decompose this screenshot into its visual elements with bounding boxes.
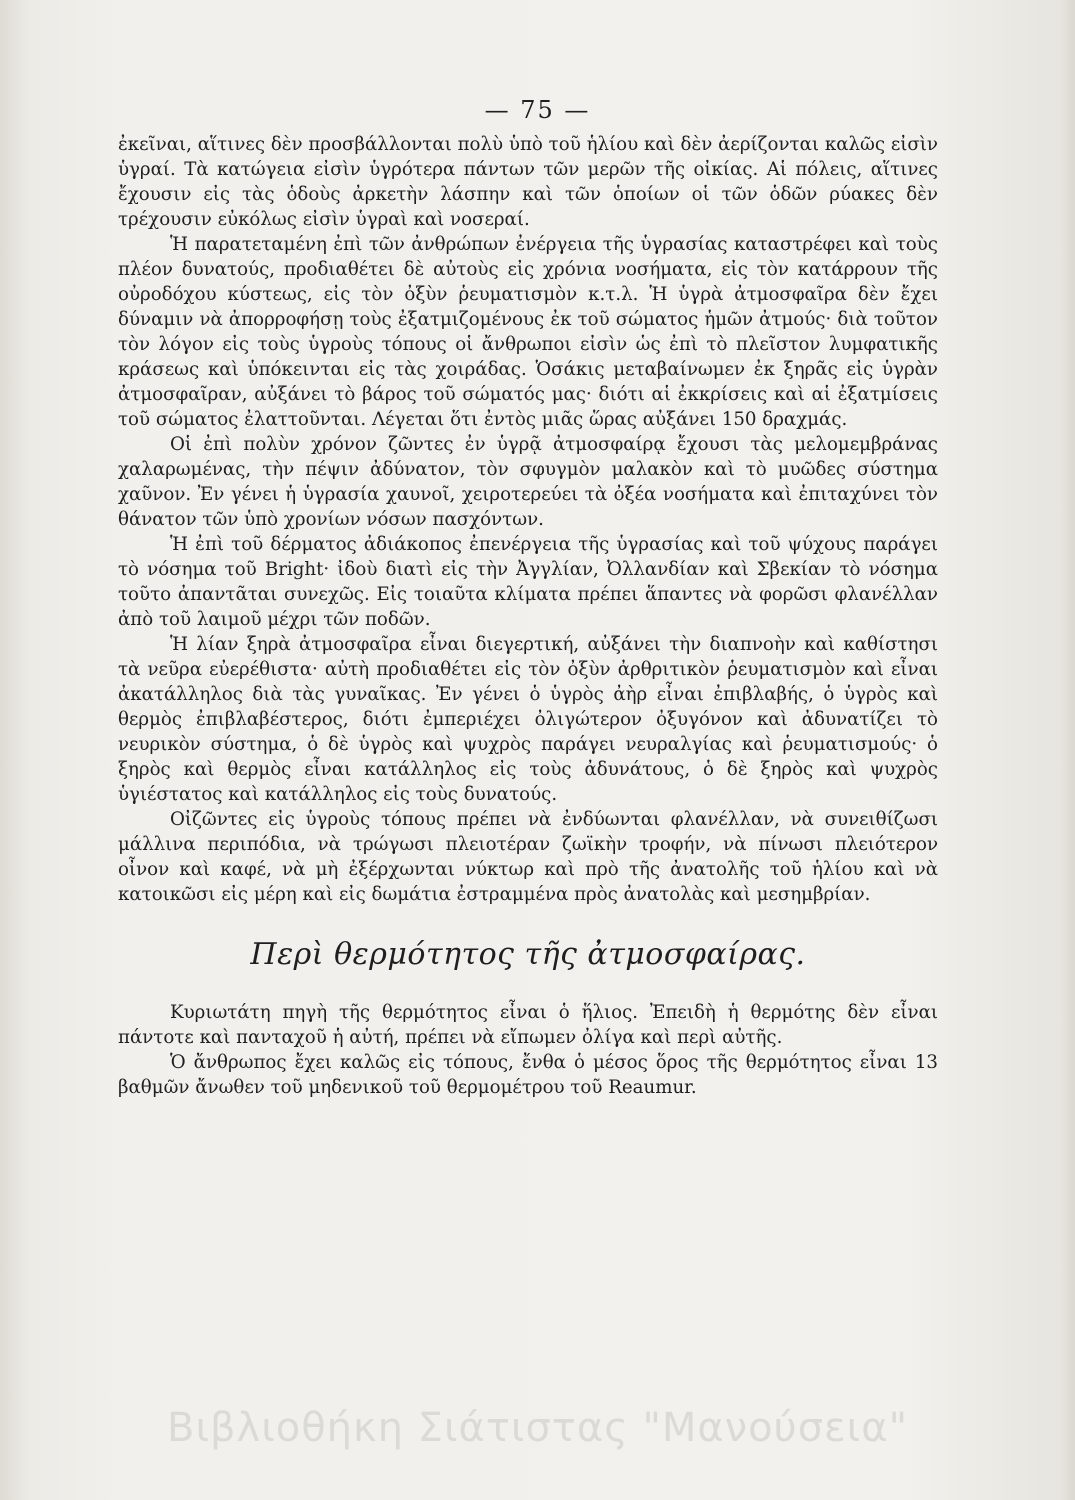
paragraph: Ἡ παρατεταμένη ἐπὶ τῶν ἀνθρώπων ἐνέργεια τῆς ὑγρασίας καταστρέφει καὶ τοὺς πλέον δυνατούς, προδιαθέτει δὲ αὐτοὺς εἰς χρόνια νοσήματα, εἰς τὸν κατάρρουν τῆς οὐροδόχου κύστεως, εἰς τὸν ὀξὺν ῥευματισμὸν κ.τ.λ. Ἡ ὑγρὰ ἀτμοσφαῖρα δὲν ἔχει δύναμιν νὰ ἀπορροφήσῃ τοὺς ἐξατμιζομένους ἐκ τοῦ σώματος ἡμῶν ἀτμούς· διὰ τοῦτον τὸν λόγον εἰς τοὺς ὑγροὺς τόπους οἱ ἄνθρωποι εἰσὶν ὡς ἐπὶ τὸ πλεῖστον λυμφατικῆς κράσεως καὶ ὑπόκεινται εἰς τὰς χοιράδας. Ὁσάκις μεταβαίνωμεν ἐκ ξηρᾶς εἰς ὑγρὰν ἀτμοσφαῖραν, αὐξάνει τὸ βάρος τοῦ σώματός μας· διότι αἱ ἐκκρίσεις καὶ αἱ ἐξατμίσεις τοῦ σώματος ἐλαττοῦνται. Λέγεται ὅτι ἐντὸς μιᾶς ὥρας αὐξάνει 150 δραχμάς. <box>118 234 938 430</box>
paragraph: Οἰζῶντες εἰς ὑγροὺς τόπους πρέπει νὰ ἐνδύωνται φλανέλλαν, νὰ συνειθίζωσι μάλλινα περιπόδια, νὰ τρώγωσι πλειοτέραν ζωϊκὴν τροφήν, νὰ πίνωσι πλειότερον οἶνον καὶ καφέ, νὰ μὴ ἐξέρχωνται νύκτωρ καὶ πρὸ τῆς ἀνατολῆς τοῦ ἡλίου καὶ νὰ κατοικῶσι εἰς μέρη καὶ εἰς δωμάτια ἐστραμμένα πρὸς ἀνατολὰς καὶ μεσημβρίαν. <box>118 809 938 905</box>
paragraph: Ὁ ἄνθρωπος ἔχει καλῶς εἰς τόπους, ἔνθα ὁ μέσος ὅρος τῆς θερμότητος εἶναι 13 βαθμῶν ἄνωθεν τοῦ μηδενικοῦ τοῦ θερμομέτρου τοῦ Reaumur. <box>118 1052 938 1098</box>
section-heading: Περὶ θερμότητος τῆς ἀτμοσφαίρας. <box>250 937 806 972</box>
paragraph: ἐκεῖναι, αἵτινες δὲν προσβάλλονται πολὺ ὑπὸ τοῦ ἡλίου καὶ δὲν ἀερίζονται καλῶς εἰσὶν ὑγραί. Τὰ κατώγεια εἰσὶν ὑγρότερα πάντων τῶν μερῶν τῆς οἰκίας. Αἱ πόλεις, αἵτινες ἔχουσιν εἰς τὰς ὁδοὺς ἀρκετὴν λάσπην καὶ τῶν ὁποίων οἱ τῶν ὁδῶν ρύακες δὲν τρέχουσιν εὐκόλως εἰσὶν ὑγραὶ καὶ νοσεραί. <box>118 134 938 230</box>
library-watermark: Βιβλιοθήκη Σιάτιστας "Μανούσεια" <box>167 1405 908 1451</box>
paragraph: Οἱ ἐπὶ πολὺν χρόνον ζῶντες ἐν ὑγρᾷ ἀτμοσφαίρᾳ ἔχουσι τὰς μελομεμβράνας χαλαρωμένας, τὴν πέψιν ἀδύνατον, τὸν σφυγμὸν μαλακὸν καὶ τὸ μυῶδες σύστημα χαῦνον. Ἐν γένει ἡ ὑγρασία χαυνοῖ, χειροτερεύει τὰ ὀξέα νοσήματα καὶ ἐπιταχύνει τὸν θάνατον τῶν ὑπὸ χρονίων νόσων πασχόντων. <box>118 434 938 530</box>
paragraph: Ἡ ἐπὶ τοῦ δέρματος ἀδιάκοπος ἐπενέργεια τῆς ὑγρασίας καὶ τοῦ ψύχους παράγει τὸ νόσημα τοῦ Bright· ἰδοὺ διατὶ εἰς τὴν Ἀγγλίαν, Ὀλλανδίαν καὶ Σβεκίαν τὸ νόσημα τοῦτο ἀπαντᾶται συνεχῶς. Εἰς τοιαῦτα κλίματα πρέπει ἅπαντες νὰ φορῶσι φλανέλλαν ἀπὸ τοῦ λαιμοῦ μέχρι τῶν ποδῶν. <box>118 534 938 630</box>
paragraph: Ἡ λίαν ξηρὰ ἀτμοσφαῖρα εἶναι διεγερτική, αὐξάνει τὴν διαπνοὴν καὶ καθίστησι τὰ νεῦρα εὐερέθιστα· αὐτὴ προδιαθέτει εἰς τὸν ὀξὺν ἀρθριτικὸν ῥευματισμὸν καὶ εἶναι ἀκατάλληλος διὰ τὰς γυναῖκας. Ἐν γένει ὁ ὑγρὸς ἀὴρ εἶναι ἐπιβλαβής, ὁ ὑγρὸς καὶ θερμὸς ἐπιβλαβέστερος, διότι ἐμπεριέχει ὀλιγώτερον ὀξυγόνον καὶ ἀδυνατίζει τὸ νευρικὸν σύστημα, ὁ δὲ ὑγρὸς καὶ ψυχρὸς παράγει νευραλγίας καὶ ῥευματισμούς· ὁ ξηρὸς καὶ θερμὸς εἶναι κατάλληλος εἰς τοὺς ἀδυνάτους, ὁ δὲ ξηρὸς καὶ ψυχρὸς ὑγιέστατος καὶ κατάλληλος εἰς τοὺς δυνατούς. <box>118 634 938 805</box>
paragraph: Κυριωτάτη πηγὴ τῆς θερμότητος εἶναι ὁ ἥλιος. Ἐπειδὴ ἡ θερμότης δὲν εἶναι πάντοτε καὶ πανταχοῦ ἡ αὐτή, πρέπει νὰ εἴπωμεν ὀλίγα καὶ περὶ αὐτῆς. <box>118 1002 938 1048</box>
page-number: — 75 — <box>484 96 591 124</box>
page-body <box>118 132 938 1100</box>
